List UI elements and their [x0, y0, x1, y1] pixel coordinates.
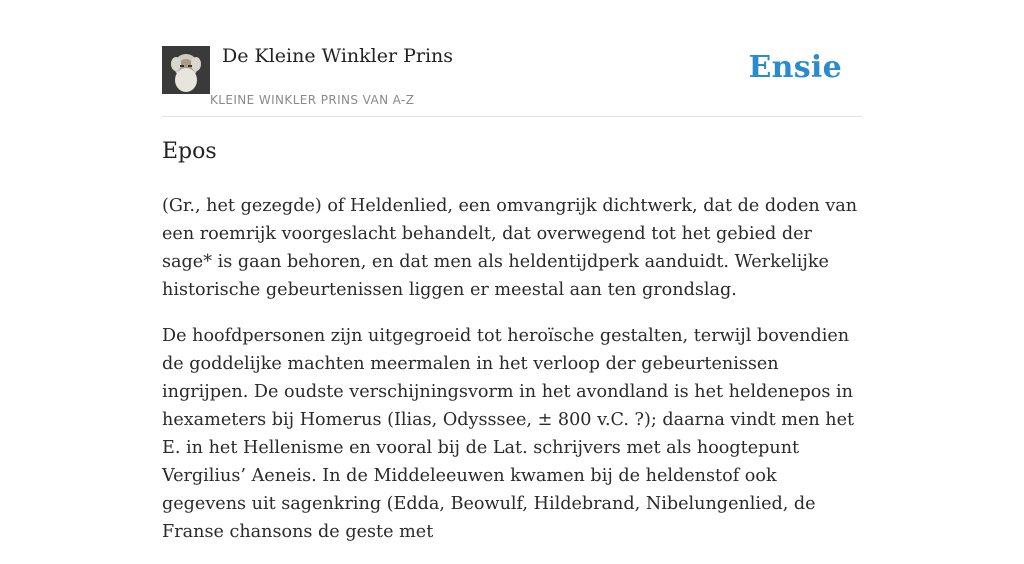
article-body: [162, 192, 862, 564]
author-avatar[interactable]: [162, 46, 210, 94]
article-paragraph-2: De hoofdpersonen zijn uitgegroeid tot heroïsche gestalten, terwijl bovendien de goddelijke machten meermalen in het verloop der gebeurtenissen ingrijpen. De oudste verschijningsvorm in het avondland is het heldenepos in hexameters bij Homerus (Ilias, Odysssee, ± 800 v.C. ?); daarna vindt men het E. in het Hellenisme en vooral bij de Lat. schrijvers met als hoogtepunt Vergilius’ Aeneis. In de Middeleeuwen kwamen bij de heldenstof ook gegevens uit sagenkring (Edda, Beowulf, Hildebrand, Nibelungenlied, de Franse chansons de geste met: [162, 326, 855, 542]
author-name[interactable]: De Kleine Winkler Prins: [222, 45, 454, 67]
article-paragraph-1: (Gr., het gezegde) of Heldenlied, een omvangrijk dichtwerk, dat de doden van een roemrijk voorgeslacht behandelt, dat overwegend tot het gebied der sage* is gaan behoren, en dat men als heldentijdperk aanduidt. Werkelijke historische gebeurtenissen liggen er meestal aan ten grondslag.: [162, 196, 858, 300]
article-title: Epos: [162, 139, 217, 164]
collection-label[interactable]: KLEINE WINKLER PRINS VAN A-Z: [210, 93, 415, 107]
header: [162, 0, 862, 117]
author-portrait-icon: [162, 46, 210, 94]
ensie-logo[interactable]: Ensie: [748, 50, 842, 85]
